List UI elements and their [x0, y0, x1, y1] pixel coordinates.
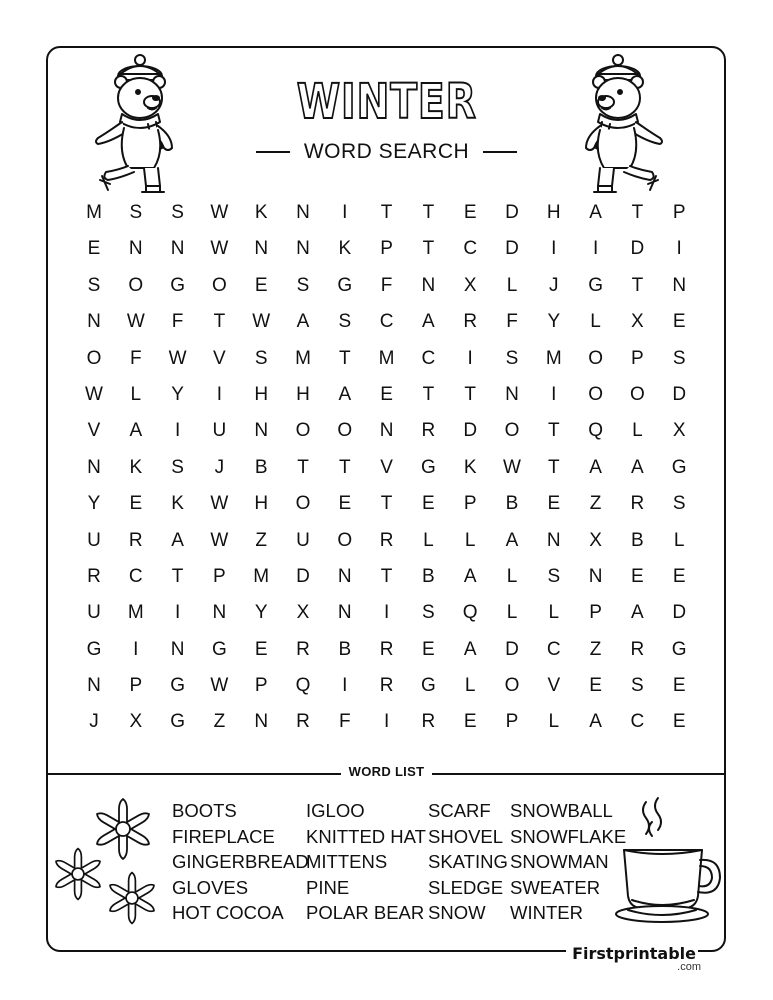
grid-cell[interactable]: N: [254, 420, 269, 442]
grid-row: [74, 413, 700, 449]
grid-cell[interactable]: E: [672, 711, 686, 733]
grid-cell[interactable]: P: [505, 711, 519, 733]
grid-cell[interactable]: A: [463, 638, 477, 660]
grid-cell[interactable]: I: [216, 383, 223, 405]
grid-cell[interactable]: I: [174, 420, 181, 442]
grid-cell[interactable]: N: [337, 602, 352, 624]
grid-cell[interactable]: T: [380, 565, 393, 587]
grid-cell[interactable]: O: [504, 420, 520, 442]
grid-cell[interactable]: E: [422, 493, 435, 515]
grid-cell[interactable]: M: [86, 202, 102, 223]
grid-cell[interactable]: V: [380, 456, 393, 478]
letter-grid: [74, 195, 700, 741]
grid-cell[interactable]: S: [672, 347, 686, 369]
hot-cocoa-mug-icon: [604, 796, 724, 924]
grid-cell[interactable]: H: [546, 202, 561, 223]
grid-cell[interactable]: L: [506, 565, 518, 587]
grid-cell[interactable]: N: [254, 711, 269, 733]
grid-cell[interactable]: Z: [213, 711, 226, 733]
grid-cell[interactable]: E: [589, 675, 602, 697]
word-list-item: BOOTS: [172, 800, 237, 821]
grid-cell[interactable]: I: [467, 347, 473, 369]
grid-cell[interactable]: O: [86, 347, 102, 369]
grid-cell[interactable]: W: [210, 493, 229, 515]
word-list-item: POLAR BEAR: [306, 902, 425, 923]
grid-cell[interactable]: S: [547, 565, 561, 587]
grid-cell[interactable]: T: [297, 456, 309, 478]
grid-cell[interactable]: W: [210, 675, 229, 697]
grid-cell[interactable]: B: [422, 565, 435, 587]
grid-cell[interactable]: R: [379, 638, 394, 660]
grid-cell[interactable]: S: [672, 493, 686, 515]
grid-cell[interactable]: Z: [589, 638, 602, 660]
grid-cell[interactable]: T: [422, 238, 435, 260]
grid-cell[interactable]: M: [127, 602, 144, 624]
grid-cell[interactable]: X: [129, 711, 143, 733]
grid-cell[interactable]: W: [210, 202, 229, 223]
grid-cell[interactable]: D: [463, 420, 478, 442]
grid-cell[interactable]: Y: [254, 602, 268, 624]
grid-cell[interactable]: R: [379, 529, 394, 551]
grid-row: [74, 595, 700, 631]
grid-cell[interactable]: E: [129, 493, 143, 515]
grid-cell[interactable]: N: [588, 565, 603, 587]
grid-cell[interactable]: N: [128, 238, 143, 260]
grid-row: [74, 523, 700, 559]
grid-cell[interactable]: T: [338, 456, 351, 478]
grid-cell[interactable]: F: [129, 347, 142, 369]
grid-cell[interactable]: R: [463, 311, 478, 333]
grid-cell[interactable]: G: [671, 638, 687, 660]
grid-cell[interactable]: P: [254, 675, 268, 697]
grid-cell[interactable]: O: [212, 274, 227, 296]
grid-cell[interactable]: L: [632, 420, 643, 442]
grid-row: [74, 486, 700, 522]
grid-cell[interactable]: U: [296, 529, 310, 551]
grid-cell[interactable]: P: [213, 565, 226, 587]
grid-cell[interactable]: Y: [87, 493, 101, 515]
grid-cell[interactable]: P: [380, 238, 393, 260]
word-list-item: WINTER: [510, 902, 583, 923]
word-list-label: WORD LIST: [0, 764, 773, 779]
brand-domain: .com: [677, 961, 701, 973]
grid-cell[interactable]: C: [630, 711, 645, 733]
grid-cell[interactable]: F: [380, 274, 393, 296]
grid-cell[interactable]: D: [672, 602, 687, 624]
grid-row: [74, 668, 700, 704]
grid-cell[interactable]: E: [338, 493, 352, 515]
grid-cell[interactable]: L: [548, 711, 560, 733]
grid-cell[interactable]: B: [254, 456, 268, 478]
grid-cell[interactable]: N: [546, 529, 561, 551]
grid-cell[interactable]: B: [338, 638, 352, 660]
word-list-item: GLOVES: [172, 876, 249, 898]
grid-cell[interactable]: B: [631, 529, 644, 551]
grid-row: [74, 559, 700, 595]
grid-cell[interactable]: Q: [588, 420, 603, 442]
grid-cell[interactable]: G: [212, 638, 227, 660]
grid-cell[interactable]: T: [422, 202, 435, 223]
grid-cell[interactable]: W: [210, 238, 229, 260]
grid-cell[interactable]: W: [126, 311, 145, 333]
grid-cell[interactable]: I: [592, 238, 599, 260]
grid-cell[interactable]: N: [212, 602, 227, 624]
grid-cell[interactable]: W: [85, 383, 103, 405]
grid-cell[interactable]: T: [422, 383, 435, 405]
grid-cell[interactable]: N: [87, 675, 101, 697]
grid-cell[interactable]: U: [212, 420, 227, 442]
grid-cell[interactable]: X: [672, 420, 686, 442]
grid-cell[interactable]: K: [171, 493, 184, 515]
grid-cell[interactable]: L: [673, 529, 685, 551]
grid-row: [74, 195, 700, 231]
grid-cell[interactable]: G: [337, 274, 353, 296]
grid-cell[interactable]: V: [213, 347, 226, 369]
grid-cell[interactable]: I: [342, 675, 348, 697]
grid-cell[interactable]: J: [89, 711, 99, 733]
grid-cell[interactable]: A: [631, 602, 644, 624]
grid-cell[interactable]: K: [338, 238, 352, 260]
grid-cell[interactable]: R: [87, 565, 101, 587]
grid-cell[interactable]: O: [588, 383, 603, 405]
grid-cell[interactable]: E: [631, 565, 644, 587]
snowflake-icon: [104, 870, 160, 926]
grid-cell[interactable]: O: [630, 383, 645, 405]
grid-cell[interactable]: T: [171, 565, 184, 587]
grid-cell[interactable]: R: [128, 529, 143, 551]
grid-cell[interactable]: O: [295, 420, 311, 442]
grid-cell[interactable]: M: [378, 347, 395, 369]
grid-cell[interactable]: A: [589, 711, 602, 733]
grid-cell[interactable]: N: [379, 420, 394, 442]
grid-cell[interactable]: I: [133, 638, 139, 660]
grid-cell[interactable]: J: [214, 456, 225, 478]
grid-cell[interactable]: P: [631, 347, 644, 369]
grid-cell[interactable]: G: [588, 274, 603, 296]
grid-cell[interactable]: L: [464, 529, 476, 551]
grid-cell[interactable]: F: [506, 311, 518, 333]
grid-row: [74, 704, 700, 740]
grid-cell[interactable]: R: [296, 711, 310, 733]
grid-cell[interactable]: O: [128, 274, 144, 296]
word-list-item: GINGERBREAD: [172, 851, 309, 872]
page-subtitle: WORD SEARCH: [0, 140, 773, 164]
grid-cell[interactable]: W: [168, 347, 187, 369]
grid-cell[interactable]: K: [463, 456, 477, 478]
grid-cell[interactable]: T: [380, 202, 393, 223]
grid-cell[interactable]: O: [337, 420, 353, 442]
grid-cell[interactable]: N: [296, 202, 310, 223]
grid-cell[interactable]: L: [548, 602, 560, 624]
grid-cell[interactable]: E: [422, 638, 435, 660]
grid-cell[interactable]: H: [254, 383, 269, 405]
grid-cell[interactable]: V: [87, 420, 101, 442]
grid-cell[interactable]: G: [671, 456, 687, 478]
grid-cell[interactable]: Q: [462, 602, 478, 624]
grid-cell[interactable]: A: [129, 420, 143, 442]
grid-cell[interactable]: E: [380, 383, 393, 405]
grid-cell[interactable]: R: [296, 638, 310, 660]
grid-cell[interactable]: P: [589, 602, 602, 624]
grid-cell[interactable]: T: [213, 311, 226, 333]
grid-cell[interactable]: S: [505, 347, 519, 369]
grid-cell[interactable]: D: [672, 383, 687, 405]
grid-cell[interactable]: U: [87, 602, 101, 624]
brand-logo: Firstprintable: [566, 944, 698, 963]
grid-cell[interactable]: E: [547, 493, 561, 515]
word-list-item: SCARF: [428, 800, 491, 821]
grid-cell[interactable]: X: [589, 529, 602, 551]
grid-cell[interactable]: G: [421, 675, 436, 697]
grid-cell[interactable]: F: [338, 711, 351, 733]
grid-cell[interactable]: I: [676, 238, 682, 260]
grid-cell[interactable]: H: [296, 383, 310, 405]
word-list-item: KNITTED HAT: [306, 825, 426, 847]
grid-cell[interactable]: N: [87, 456, 101, 478]
grid-cell[interactable]: N: [337, 565, 352, 587]
grid-cell[interactable]: S: [171, 202, 184, 223]
grid-cell[interactable]: I: [174, 602, 181, 624]
grid-cell[interactable]: S: [422, 602, 435, 624]
grid-cell[interactable]: D: [505, 238, 519, 260]
grid-cell[interactable]: A: [463, 565, 477, 587]
grid-cell[interactable]: U: [87, 529, 101, 551]
grid-cell[interactable]: K: [129, 456, 143, 478]
grid-cell[interactable]: P: [463, 493, 477, 515]
grid-cell[interactable]: G: [170, 711, 185, 733]
grid-cell[interactable]: R: [379, 675, 394, 697]
grid-cell[interactable]: A: [631, 456, 644, 478]
grid-row: [74, 231, 700, 267]
grid-cell[interactable]: G: [86, 638, 102, 660]
grid-cell[interactable]: M: [253, 565, 270, 587]
word-list-item: SNOW: [428, 902, 486, 923]
grid-cell[interactable]: N: [254, 238, 269, 260]
grid-cell[interactable]: L: [506, 274, 518, 296]
grid-cell[interactable]: T: [631, 274, 644, 296]
grid-cell[interactable]: A: [422, 311, 435, 333]
grid-cell[interactable]: Z: [255, 529, 267, 551]
grid-cell[interactable]: E: [672, 311, 686, 333]
grid-row: [74, 450, 700, 486]
grid-cell[interactable]: N: [421, 274, 436, 296]
grid-cell[interactable]: C: [421, 347, 436, 369]
grid-cell[interactable]: O: [337, 529, 353, 551]
grid-cell[interactable]: O: [588, 347, 603, 369]
grid-cell[interactable]: N: [296, 238, 310, 260]
grid-cell[interactable]: B: [505, 493, 519, 515]
grid-cell[interactable]: D: [296, 565, 310, 587]
grid-cell[interactable]: E: [463, 711, 477, 733]
grid-cell[interactable]: C: [463, 238, 478, 260]
grid-cell[interactable]: X: [631, 311, 644, 333]
grid-cell[interactable]: I: [342, 202, 348, 223]
grid-cell[interactable]: A: [171, 529, 184, 551]
grid-cell[interactable]: G: [170, 274, 185, 296]
grid-cell[interactable]: L: [130, 383, 142, 405]
word-list-item: SNOWBALL: [510, 800, 613, 821]
grid-cell[interactable]: N: [672, 274, 687, 296]
grid-cell[interactable]: A: [589, 202, 602, 223]
grid-cell[interactable]: I: [551, 238, 557, 260]
word-list-item: SHOVEL: [428, 825, 504, 847]
grid-cell[interactable]: T: [380, 493, 393, 515]
word-list-item: IGLOO: [306, 800, 365, 821]
grid-cell[interactable]: C: [379, 311, 394, 333]
grid-cell[interactable]: K: [254, 202, 268, 223]
grid-cell[interactable]: T: [631, 202, 644, 223]
page-title: WINTER: [296, 74, 477, 130]
grid-cell[interactable]: G: [170, 675, 185, 697]
grid-cell[interactable]: I: [383, 602, 390, 624]
word-list-item: SWEATER: [510, 876, 601, 898]
snowflake-icon: [50, 846, 106, 902]
grid-cell[interactable]: Y: [547, 311, 561, 333]
grid-cell[interactable]: S: [87, 274, 101, 296]
grid-cell[interactable]: E: [672, 565, 686, 587]
grid-cell[interactable]: X: [463, 274, 477, 296]
grid-cell[interactable]: S: [296, 274, 310, 296]
grid-cell[interactable]: L: [423, 529, 434, 551]
grid-cell[interactable]: C: [128, 565, 143, 587]
grid-cell[interactable]: T: [338, 347, 351, 369]
grid-cell[interactable]: P: [129, 675, 143, 697]
grid-cell[interactable]: O: [295, 493, 311, 515]
grid-cell[interactable]: S: [631, 675, 644, 697]
grid-cell[interactable]: S: [171, 456, 184, 478]
grid-cell[interactable]: Q: [295, 675, 311, 697]
grid-cell[interactable]: Y: [171, 383, 184, 405]
grid-cell[interactable]: L: [506, 602, 518, 624]
grid-cell[interactable]: L: [464, 675, 476, 697]
word-list-item: FIREPLACE: [172, 825, 275, 847]
grid-cell[interactable]: N: [170, 638, 185, 660]
grid-cell[interactable]: A: [296, 311, 310, 333]
grid-cell[interactable]: E: [87, 238, 101, 260]
grid-row: [74, 341, 700, 377]
grid-cell[interactable]: S: [338, 311, 352, 333]
word-list-item: SNOWFLAKE: [510, 825, 627, 847]
grid-cell[interactable]: N: [505, 383, 519, 405]
grid-cell[interactable]: N: [170, 238, 185, 260]
grid-cell[interactable]: N: [87, 311, 101, 333]
grid-cell[interactable]: T: [464, 383, 476, 405]
grid-cell[interactable]: E: [463, 202, 477, 223]
grid-cell[interactable]: A: [589, 456, 602, 478]
grid-cell[interactable]: M: [545, 347, 562, 369]
word-list-item: PINE: [306, 876, 350, 898]
grid-cell[interactable]: D: [630, 238, 645, 260]
grid-cell[interactable]: S: [129, 202, 143, 223]
grid-cell[interactable]: W: [503, 456, 521, 478]
word-list-item: SNOWMAN: [510, 851, 609, 872]
grid-cell[interactable]: J: [549, 274, 559, 296]
grid-cell[interactable]: T: [547, 456, 560, 478]
grid-cell[interactable]: P: [672, 202, 686, 223]
grid-row: [74, 632, 700, 668]
grid-cell[interactable]: W: [252, 311, 271, 333]
word-list-item: MITTENS: [306, 851, 388, 872]
grid-cell[interactable]: A: [505, 529, 519, 551]
grid-cell[interactable]: A: [338, 383, 352, 405]
grid-cell[interactable]: O: [504, 675, 520, 697]
grid-cell[interactable]: G: [421, 456, 436, 478]
grid-row: [74, 377, 700, 413]
grid-cell[interactable]: V: [547, 675, 561, 697]
grid-cell[interactable]: X: [296, 602, 310, 624]
grid-row: [74, 304, 700, 340]
grid-cell[interactable]: M: [295, 347, 311, 369]
word-list-item: HOT COCOA: [172, 902, 284, 923]
grid-cell[interactable]: T: [547, 420, 560, 442]
grid-cell[interactable]: R: [421, 711, 436, 733]
grid-cell[interactable]: R: [630, 638, 645, 660]
grid-cell[interactable]: C: [546, 638, 561, 660]
grid-cell[interactable]: I: [383, 711, 390, 733]
grid-cell[interactable]: I: [551, 383, 557, 405]
grid-cell[interactable]: E: [672, 675, 686, 697]
grid-cell[interactable]: R: [421, 420, 436, 442]
grid-cell[interactable]: S: [254, 347, 268, 369]
grid-cell[interactable]: E: [254, 638, 268, 660]
grid-cell[interactable]: L: [590, 311, 601, 333]
grid-cell[interactable]: D: [505, 202, 519, 223]
grid-cell[interactable]: W: [210, 529, 229, 551]
grid-cell[interactable]: D: [505, 638, 519, 660]
grid-cell[interactable]: Z: [589, 493, 602, 515]
grid-cell[interactable]: E: [254, 274, 268, 296]
grid-row: [74, 268, 700, 304]
grid-cell[interactable]: F: [171, 311, 184, 333]
word-list-item: SLEDGE: [428, 876, 504, 898]
grid-cell[interactable]: H: [254, 493, 269, 515]
word-list-item: SKATING: [428, 851, 508, 872]
grid-cell[interactable]: R: [630, 493, 645, 515]
